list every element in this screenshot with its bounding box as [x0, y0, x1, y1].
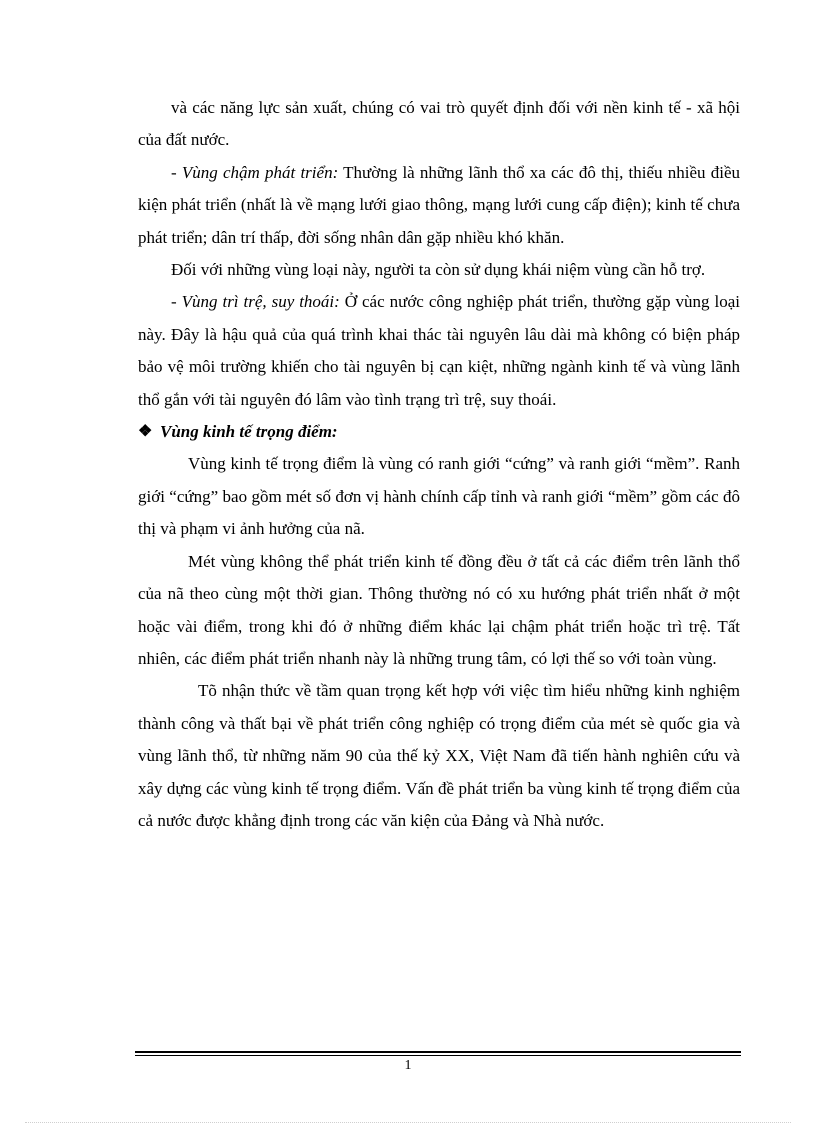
footer-rule-thick — [135, 1051, 741, 1053]
section-heading-text: Vùng kinh tế trọng điểm: — [160, 422, 338, 442]
paragraph-5: Vùng kinh tế trọng điểm là vùng có ranh giới “cứng” và ranh giới “mềm”. Ranh giới “cứng” bao gồm mét số đơn vị hành chính cấp tỉnh và ranh giới “mềm” gồm các đô thị và phạm vi ảnh hưởng của nã. — [138, 454, 740, 539]
paragraph-4-text: Ở các nước công nghiệp phát triển, thường gặp vùng loại này. Đây là hậu quả của quá trình khai thác tài nguyên lâu dài mà không có biện pháp bảo vệ môi trường khiến cho tài nguyên bị cạn kiệt, những ngành kinh tế và vùng lãnh thổ gắn với tài nguyên đó lâm vào tình trạng trì trệ, suy thoái. — [138, 292, 740, 409]
paragraph-2-text: Thường là những lãnh thổ xa các đô thị, thiếu nhiều điều kiện phát triển (nhất là về mạng lưới giao thông, mạng lưới cung cấp điện); kinh tế chưa phát triển; dân trí thấp, đời sống nhân dân gặp nhiều khó khăn. — [138, 162, 740, 247]
paragraph-1: và các năng lực sản xuất, chúng có vai trò quyết định đối với nền kinh tế - xã hội của đất nước. — [138, 98, 740, 150]
footer-rule-thin — [135, 1055, 741, 1056]
paragraph-2 — [138, 157, 740, 254]
paragraph-6: Mét vùng không thể phát triển kinh tế đồng đều ở tất cả các điểm trên lãnh thổ của nã theo cùng một thời gian. Thông thường nó có xu hướng phát triển nhất ở một hoặc vài điểm, trong khi đó ở những điểm khác lại chậm phát triển hoặc trì trệ. Tất nhiên, các điểm phát triển nhanh này là những trung tâm, có lợi thế so với toàn vùng. — [138, 551, 740, 668]
body-text — [138, 92, 740, 837]
page-number: 1 — [404, 1058, 412, 1073]
diamond-bullet-icon: ❖ — [138, 423, 153, 441]
paragraph-3: Đối với những vùng loại này, người ta còn sử dụng khái niệm vùng cần hỗ trợ. — [171, 260, 706, 280]
term-slow-development: - Vùng chậm phát triển: — [171, 162, 339, 182]
paragraph-4 — [138, 286, 740, 416]
section-heading — [138, 416, 740, 448]
term-stagnant: - Vùng trì trệ, suy thoái: — [171, 292, 340, 312]
paragraph-7: Tõ nhận thức về tầm quan trọng kết hợp với việc tìm hiểu những kinh nghiệm thành công và thất bại về phát triển công nghiệp có trọng điểm của mét sè quốc gia và vùng lãnh thổ, từ những năm 90 của thế kỷ XX, Việt Nam đã tiến hành nghiên cứu và xây dựng các vùng kinh tế trọng điểm. Vấn đề phát triển ba vùng kinh tế trọng điểm của cả nước được khẳng định trong các văn kiện của Đảng và Nhà nước. — [138, 681, 740, 830]
